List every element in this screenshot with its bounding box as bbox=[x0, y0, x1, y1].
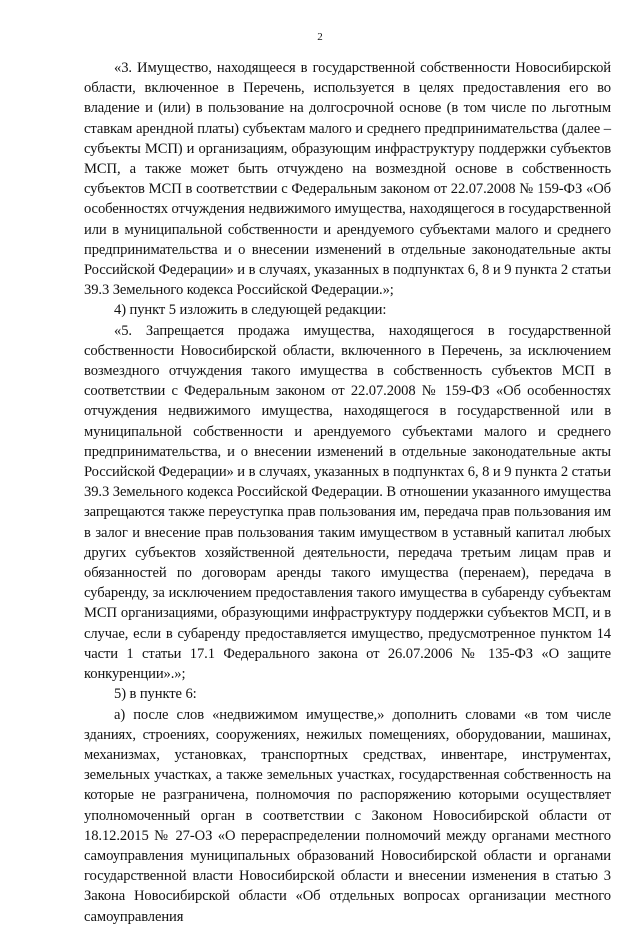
paragraph-item-3: «3. Имущество, находящееся в государственной собственности Новосибирской области, включенное в Перечень, используется в целях предоставления его во владение и (или) в пользование на долгосрочной основе (в том числе по льготным ставкам арендной платы) субъектам малого и среднего предпринимательства (далее – субъекты МСП) и организациям, образующим инфраструктуру поддержки субъектов МСП, а также может быть отчуждено на возмездной основе в собственность субъектов МСП в соответствии с Федеральным законом от 22.07.2008 № 159-ФЗ «Об особенностях отчуждения недвижимого имущества, находящегося в государственной или в муниципальной собственности и арендуемого субъектами малого и среднего предпринимательства и о внесении изменений в отдельные законодательные акты Российской Федерации» и в случаях, указанных в подпунктах 6, 8 и 9 пункта 2 статьи 39.3 Земельного кодекса Российской Федерации.»; bbox=[84, 60, 611, 299]
paragraph-item-6a: а) после слов «недвижимом имуществе,» дополнить словами «в том числе зданиях, строениях, сооружениях, нежилых помещениях, оборудовании, машинах, механизмах, установках, транспортных средствах, инвентаре, инструментах, земельных участках, а также земельных участках, государственная собственность на которые не разграничена, полномочия по распоряжению которыми осуществляет уполномоченный орган в соответствии с Законом Новосибирской области от 18.12.2015 № 27-ОЗ «О перераспределении полномочий между органами местного самоуправления муниципальных образований Новосибирской области и органами государственной власти Новосибирской области и внесении изменения в статью 3 Закона Новосибирской области «Об отдельных вопросах организации местного самоуправления bbox=[84, 706, 611, 925]
page-number: 2 bbox=[317, 31, 323, 43]
paragraph-item-5: «5. Запрещается продажа имущества, находящегося в государственной собственности Новосибирской области, включенного в Перечень, за исключением возмездного отчуждения такого имущества в собственность субъектов МСП в соответствии с Федеральным законом от 22.07.2008 № 159-ФЗ «Об особенностях отчуждения недвижимого имущества, находящегося в государственной или в муниципальной собственности и арендуемого субъектами малого и среднего предпринимательства, и о внесении изменений в отдельные законодательные акты Российской Федерации» и в случаях, указанных в подпунктах 6, 8 и 9 пункта 2 статьи 39.3 Земельного кодекса Российской Федерации. В отношении указанного имущества запрещаются также переуступка прав пользования им, передача прав пользования им в залог и внесение прав пользования таким имуществом в уставный капитал любых других субъектов хозяйственной деятельности, передача третьим лицам прав и обязанностей по договорам аренды такого имущества (перенаем), передача в субаренду, за исключением предоставления такого имущества в субаренду субъектам МСП организациями, образующими инфраструктуру поддержки субъектов МСП, и в случае, если в субаренду предоставляется имущество, предусмотренное пунктом 14 части 1 статьи 17.1 Федерального закона от 26.07.2006 № 135-ФЗ «О защите конкуренции».»; bbox=[84, 322, 611, 683]
document-body bbox=[84, 58, 611, 927]
paragraph-item-6-intro: 5) в пункте 6: bbox=[114, 686, 197, 703]
paragraph-item-4-intro: 4) пункт 5 изложить в следующей редакции: bbox=[114, 302, 387, 319]
